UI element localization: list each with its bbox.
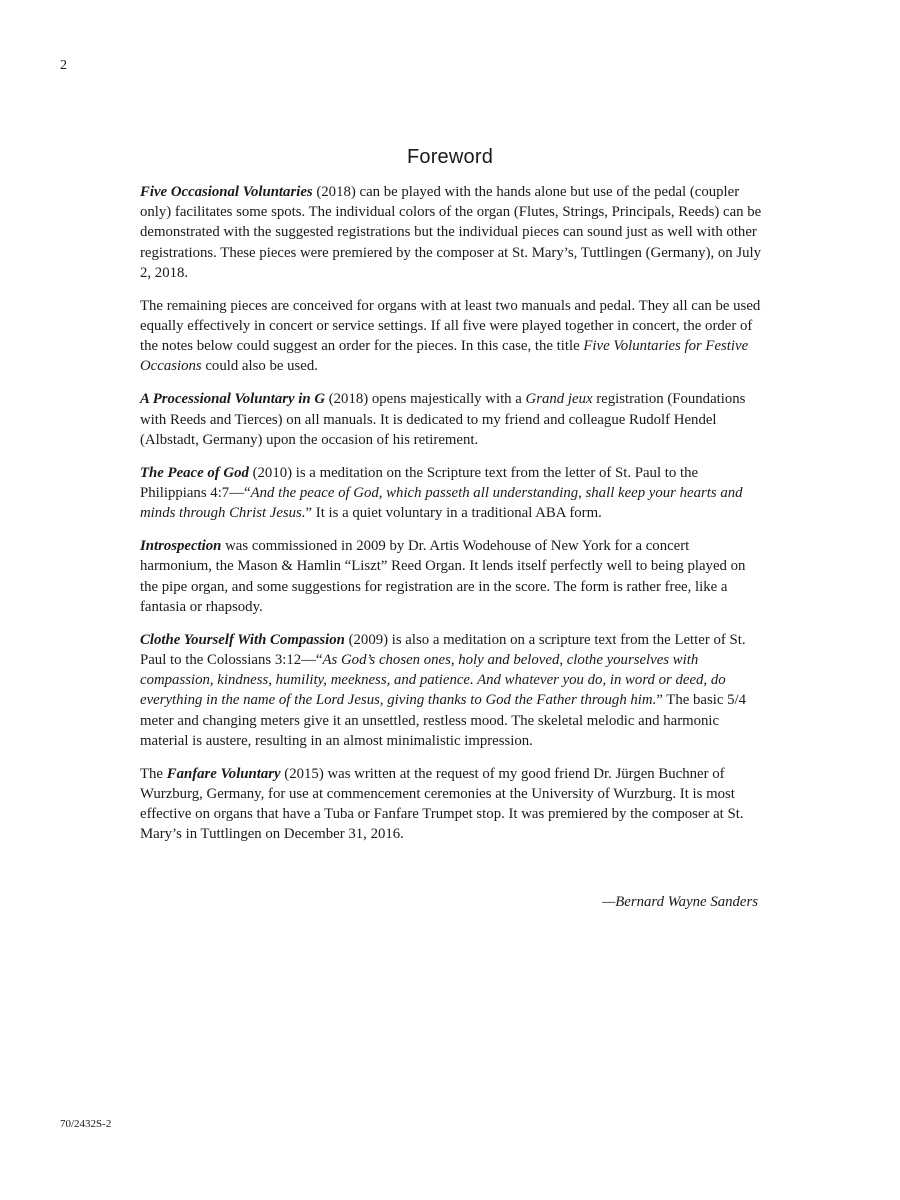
paragraph-peace-of-god: The Peace of God (2010) is a meditation on the Scripture text from the letter of St. Paul to the Philippians 4:7—“And the peace of God, which passeth all understanding, shall keep your hearts and minds through Christ Jesus.” It is a quiet voluntary in a traditional ABA form. (140, 464, 743, 522)
paragraph-five-occasional-voluntaries: Five Occasional Voluntaries (2018) can be played with the hands alone but use of the pedal (coupler only) facilitates some spots. The individual colors of the organ (Flutes, Strings, Principals, Reeds) can be demonstrated with the suggested registrations but the individual pieces can sound just as well with other registrations. These pieces were premiered by the composer at St. Mary’s, Tuttlingen (Germany), on July 2, 2018. (140, 184, 762, 281)
alternate-title: Five Voluntaries for Festive Occasions (140, 338, 749, 375)
piece-title: Clothe Yourself With Compassion (140, 631, 345, 648)
piece-title: A Processional Voluntary in G (140, 391, 326, 408)
paragraph-introspection: Introspection was commissioned in 2009 by Dr. Artis Wodehouse of New York for a concert harmonium, the Mason & Hamlin “Liszt” Reed Organ. It lends itself perfectly well to being played on the pipe organ, and some suggestions for registration are in the score. The form is rather free, like a fantasia or rhapsody. (140, 538, 746, 615)
page-title: Foreword (406, 146, 494, 168)
catalog-number: 70/2432S-2 (60, 1118, 112, 1130)
paragraph-remaining-pieces: The remaining pieces are conceived for organs with at least two manuals and pedal. They all can be used equally effectively in concert or service settings. If all five were played together in concert, the order of the notes below could suggest an order for the pieces. In this case, the title Five Voluntaries for Festive Occasions could also be used. (140, 297, 761, 375)
paragraph-fanfare-voluntary: The Fanfare Voluntary (2015) was written at the request of my good friend Dr. Jürgen Buchner of Wurzburg, Germany, for use at commencement ceremonies at the University of Wurzburg. It is most effective on organs that have a Tuba or Fanfare Trumpet stop. It was premiered by the composer at St. Mary’s in Tuttlingen on December 31, 2016. (140, 765, 744, 843)
piece-title: Fanfare Voluntary (166, 765, 281, 782)
paragraph-processional-voluntary: A Processional Voluntary in G (2018) opens majestically with a Grand jeux registration (Foundations with Reeds and Tierces) on all manuals. It is dedicated to my friend and colleague Rudolf Hendel (Albstadt, Germany) upon the occasion of his retirement. (140, 391, 746, 448)
paragraph-clothe-yourself: Clothe Yourself With Compassion (2009) is also a meditation on a scripture text from the Letter of St. Paul to the Colossians 3:12—“As God’s chosen ones, holy and beloved, clothe yourselves with compassion, kindness, humility, meekness, and patience. And whatever you do, in word or deed, do everything in the name of the Lord Jesus, giving thanks to God the Father through him.” The basic 5/4 meter and changing meters give it an unsettled, restless mood. The skeletal melodic and harmonic material is austere, resulting in an almost minimalistic impression. (140, 631, 747, 749)
piece-title: Introspection (140, 538, 222, 555)
piece-title: The Peace of God (140, 464, 249, 481)
piece-title: Five Occasional Voluntaries (140, 184, 313, 200)
foreword-body (140, 182, 762, 857)
author-signature: —Bernard Wayne Sanders (602, 894, 758, 910)
scripture-quote: As God’s chosen ones, holy and beloved, clothe yourselves with compassion, kindness, humility, meekness, and patience. And whatever you do, in word or deed, do everything in the name of the Lord Jesus, giving thanks to God the Father through him. (140, 652, 726, 709)
page-number: 2 (60, 58, 67, 73)
scripture-quote: And the peace of God, which passeth all understanding, shall keep your hearts and minds through Christ Jesus. (140, 485, 743, 522)
